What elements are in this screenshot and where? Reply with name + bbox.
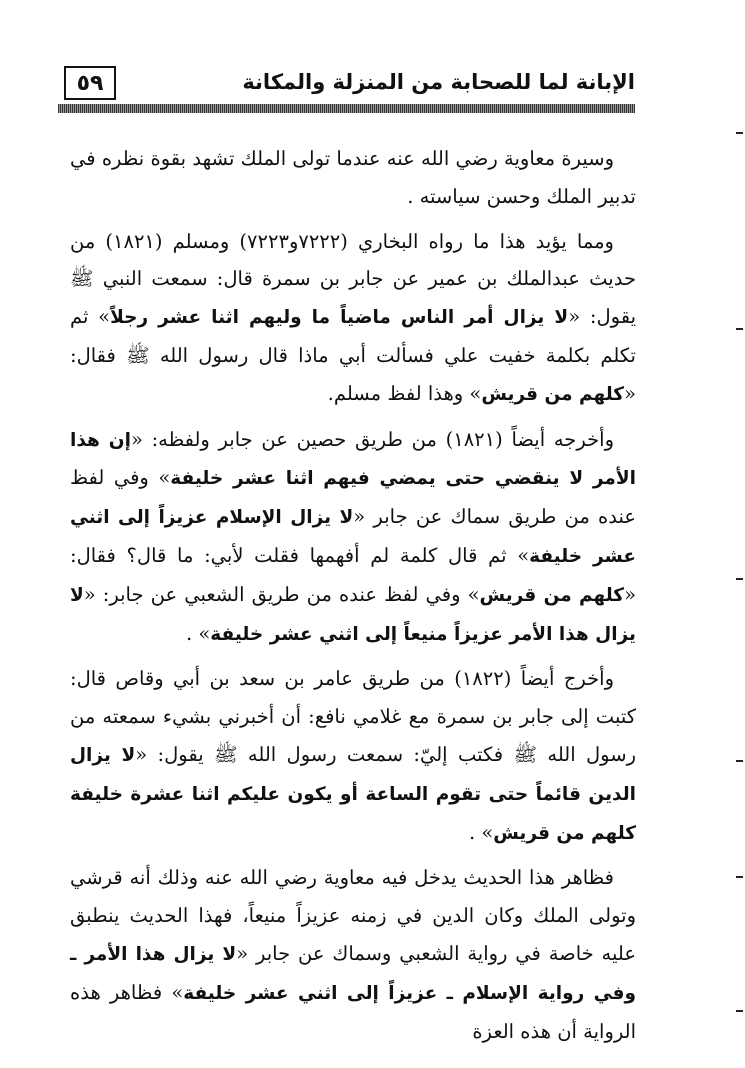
hadith-quote: لا يزال الإسلام عزيزاً إلى اثني عشر خليفة (70, 507, 636, 567)
running-title: الإبانة لما للصحابة من المنزلة والمكانة (242, 70, 635, 94)
text-segment: » وهذا لفظ مسلم. (327, 381, 482, 405)
text-segment: » وفي لفظ عنده من طريق الشعبي عن جابر: « (83, 582, 480, 606)
body-text (70, 140, 636, 1057)
paragraph-5 (70, 859, 636, 1050)
scan-edge-mark (736, 578, 743, 580)
scan-edge-mark (736, 760, 743, 762)
hadith-quote: لا يزال هذا الأمر ـ وفي رواية الإسلام ـ عزيزاً إلى اثني عشر خليفة (70, 943, 636, 1004)
hadith-quote: كلهم من قريش (481, 383, 625, 405)
scan-edge-mark (736, 876, 743, 878)
text-segment: ومما يؤيد هذا ما رواه البخاري (٧٢٢٢و٧٢٢٣) ومسلم (١٨٢١) من حديث عبدالملك بن عمير عن جابر بن سمرة قال: سمعت النبي ﷺ يقول: « (70, 229, 636, 329)
page-header (58, 66, 635, 114)
scan-edge-mark (736, 1010, 743, 1012)
text-segment: » وفي لفظ عنده من طريق سماك عن جابر « (70, 466, 636, 529)
hadith-quote: لا يزال الدين قائماً حتى تقوم الساعة أو يكون عليكم اثنا عشرة خليفة كلهم من قريش (70, 744, 636, 844)
hadith-quote: إن هذا الأمر لا ينقضي حتى يمضي فيهم اثنا عشر خليفة (70, 429, 636, 490)
paragraph-3 (70, 421, 636, 654)
text-segment: وأخرجه أيضاً (١٨٢١) من طريق حصين عن جابر ولفظه: « (130, 427, 614, 451)
text-segment: فظاهر هذا الحديث يدخل فيه معاوية رضي الله عنه وذلك أنه قرشي وتولى الملك وكان الدين في زمنه عزيزاً منيعاً، فهذا الحديث ينطبق عليه خاصة في رواية الشعبي وسماك عن جابر « (70, 866, 636, 965)
hadith-quote: لا يزال أمر الناس ماضياً ما وليهم اثنا عشر رجلاً (110, 307, 569, 329)
paragraph-4 (70, 660, 636, 852)
text-segment: » . (185, 621, 211, 645)
hadith-quote: كلهم من قريش (479, 584, 625, 606)
scan-edge-mark (736, 328, 743, 330)
text-segment: وأخرج أيضاً (١٨٢٢) من طريق عامر بن سعد بن أبي وقاص قال: كتبت إلى جابر بن سمرة مع غلامي نافع: أن أخبرني بشيء سمعته من رسول الله ﷺ فكتب إليّ: سمعت رسول الله ﷺ يقول: « (70, 667, 636, 766)
header-rule (58, 104, 635, 113)
text-segment: » . (468, 820, 494, 844)
text-segment: وسيرة معاوية رضي الله عنه عندما تولى الملك تشهد بقوة نظره في تدبير الملك وحسن سياسته . (70, 147, 636, 208)
text-segment: » ثم تكلم بكلمة خفيت علي فسألت أبي ماذا قال رسول الله ﷺ فقال: « (70, 305, 636, 405)
text-segment: » ثم قال كلمة لم أفهمها فقلت لأبي: ما قال؟ فقال: « (70, 543, 637, 606)
paragraph-1 (70, 140, 636, 216)
scan-edge-mark (736, 132, 743, 134)
page-number: ٥٩ (64, 66, 116, 100)
paragraph-2 (70, 223, 636, 414)
hadith-quote: لا يزال هذا الأمر عزيزاً منيعاً إلى اثني عشر خليفة (70, 584, 636, 645)
text-segment: » فظاهر هذه الرواية أن هذه العزة (70, 980, 636, 1043)
